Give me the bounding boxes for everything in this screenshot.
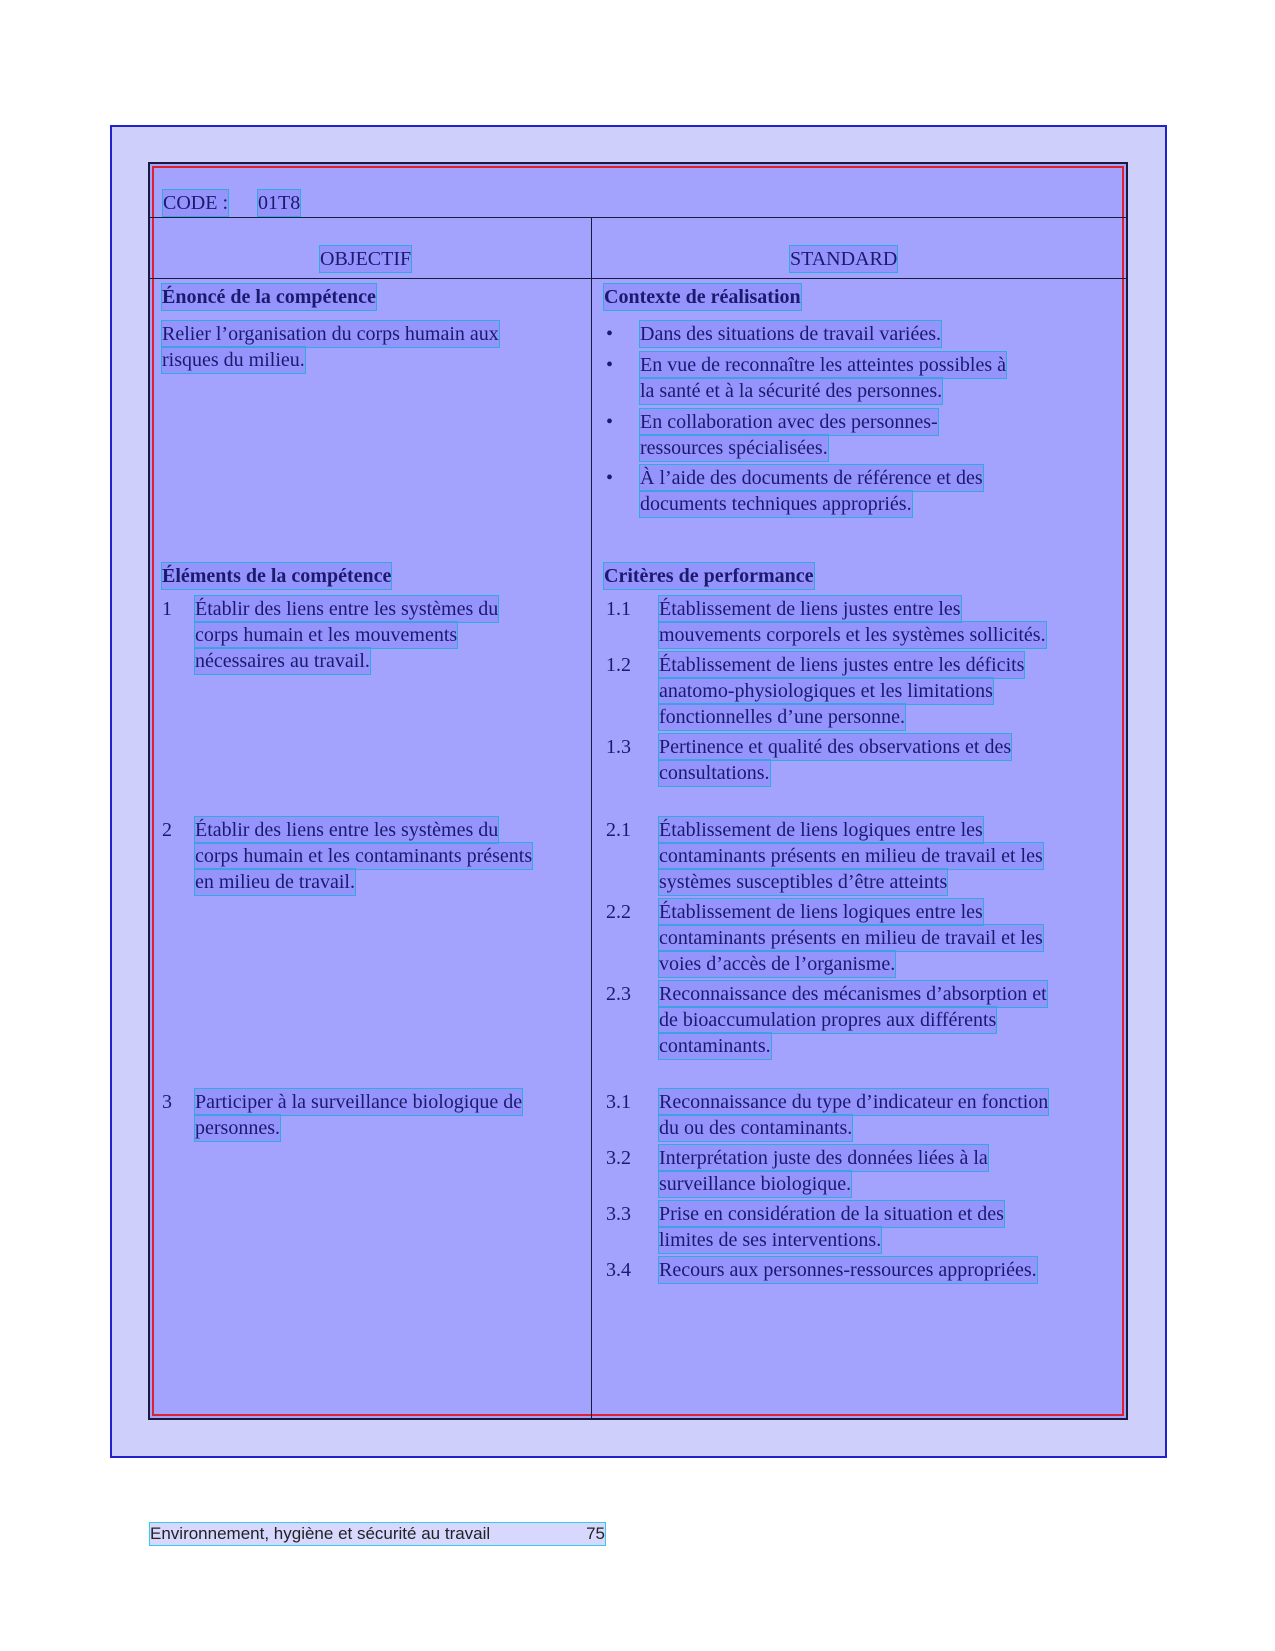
critere-line: contaminants. — [659, 1035, 771, 1057]
column-divider — [591, 217, 592, 1418]
critere-line: consultations. — [659, 762, 770, 784]
critere-line: Recours aux personnes-ressources appropriées. — [659, 1259, 1037, 1281]
critere-line: Établissement de liens justes entre les — [659, 598, 961, 620]
critere-line: contaminants présents en milieu de travail et les — [659, 927, 1043, 949]
critere-number: 1.2 — [606, 654, 631, 676]
critere-line: Établissement de liens logiques entre les — [659, 819, 983, 841]
contexte-item: Dans des situations de travail variées. — [640, 323, 942, 345]
element-line: corps humain et les contaminants présents — [195, 845, 533, 867]
critere-line: contaminants présents en milieu de travail et les — [659, 845, 1043, 867]
critere-number: 1.3 — [606, 736, 631, 758]
critere-line: surveillance biologique. — [659, 1173, 852, 1195]
critere-line: anatomo-physiologiques et les limitations — [659, 680, 993, 702]
element-number: 3 — [162, 1091, 172, 1113]
critere-line: systèmes susceptibles d’être atteints — [659, 871, 948, 893]
critere-number: 3.4 — [606, 1259, 631, 1281]
header-standard: STANDARD — [790, 248, 898, 270]
element-line: Participer à la surveillance biologique de — [195, 1091, 523, 1113]
contexte-item: En vue de reconnaître les atteintes possibles à — [640, 354, 1006, 376]
element-number: 2 — [162, 819, 172, 841]
critere-line: Établissement de liens logiques entre les — [659, 901, 983, 923]
element-line: Établir des liens entre les systèmes du — [195, 598, 499, 620]
enonce-line: risques du milieu. — [162, 349, 305, 371]
critere-number: 3.1 — [606, 1091, 631, 1113]
critere-line: Établissement de liens justes entre les déficits — [659, 654, 1025, 676]
code-label: CODE : — [163, 192, 228, 214]
critere-line: mouvements corporels et les systèmes sollicités. — [659, 624, 1046, 646]
critere-number: 3.2 — [606, 1147, 631, 1169]
footer-title: Environnement, hygiène et sécurité au travail — [150, 1524, 491, 1543]
critere-line: du ou des contaminants. — [659, 1117, 853, 1139]
header-objectif: OBJECTIF — [320, 248, 412, 270]
critere-number: 2.3 — [606, 983, 631, 1005]
critere-line: voies d’accès de l’organisme. — [659, 953, 896, 975]
criteres-title: Critères de performance — [604, 565, 814, 587]
contexte-item: En collaboration avec des personnes- — [640, 411, 938, 433]
bullet: • — [606, 323, 614, 345]
element-line: nécessaires au travail. — [195, 650, 370, 672]
critere-line: Interprétation juste des données liées à la — [659, 1147, 988, 1169]
element-line: personnes. — [195, 1117, 280, 1139]
critere-line: Pertinence et qualité des observations et des — [659, 736, 1012, 758]
critere-line: limites de ses interventions. — [659, 1229, 882, 1251]
contexte-item: ressources spécialisées. — [640, 437, 828, 459]
element-line: en milieu de travail. — [195, 871, 355, 893]
bullet: • — [606, 354, 614, 376]
enonce-line: Relier l’organisation du corps humain aux — [162, 323, 499, 345]
critere-line: de bioaccumulation propres aux différents — [659, 1009, 997, 1031]
page-number: 75 — [586, 1524, 605, 1543]
contexte-item: documents techniques appropriés. — [640, 493, 912, 515]
bullet: • — [606, 411, 614, 433]
code-row-divider — [150, 217, 1126, 218]
enonce-title: Énoncé de la compétence — [162, 286, 376, 308]
critere-number: 3.3 — [606, 1203, 631, 1225]
critere-number: 1.1 — [606, 598, 631, 620]
contexte-item: À l’aide des documents de référence et des — [640, 467, 983, 489]
critere-number: 2.1 — [606, 819, 631, 841]
critere-line: Prise en considération de la situation et des — [659, 1203, 1004, 1225]
contexte-item: la santé et à la sécurité des personnes. — [640, 380, 943, 402]
elements-title: Éléments de la compétence — [162, 565, 392, 587]
contexte-title: Contexte de réalisation — [604, 286, 801, 308]
element-line: Établir des liens entre les systèmes du — [195, 819, 499, 841]
critere-line: Reconnaissance des mécanismes d’absorption et — [659, 983, 1047, 1005]
critere-number: 2.2 — [606, 901, 631, 923]
bullet: • — [606, 467, 614, 489]
element-line: corps humain et les mouvements — [195, 624, 458, 646]
element-number: 1 — [162, 598, 172, 620]
code-value: 01T8 — [258, 192, 301, 214]
page-footer — [150, 1523, 605, 1545]
critere-line: fonctionnelles d’une personne. — [659, 706, 906, 728]
critere-line: Reconnaissance du type d’indicateur en fonction — [659, 1091, 1049, 1113]
header-row-divider — [150, 278, 1126, 279]
